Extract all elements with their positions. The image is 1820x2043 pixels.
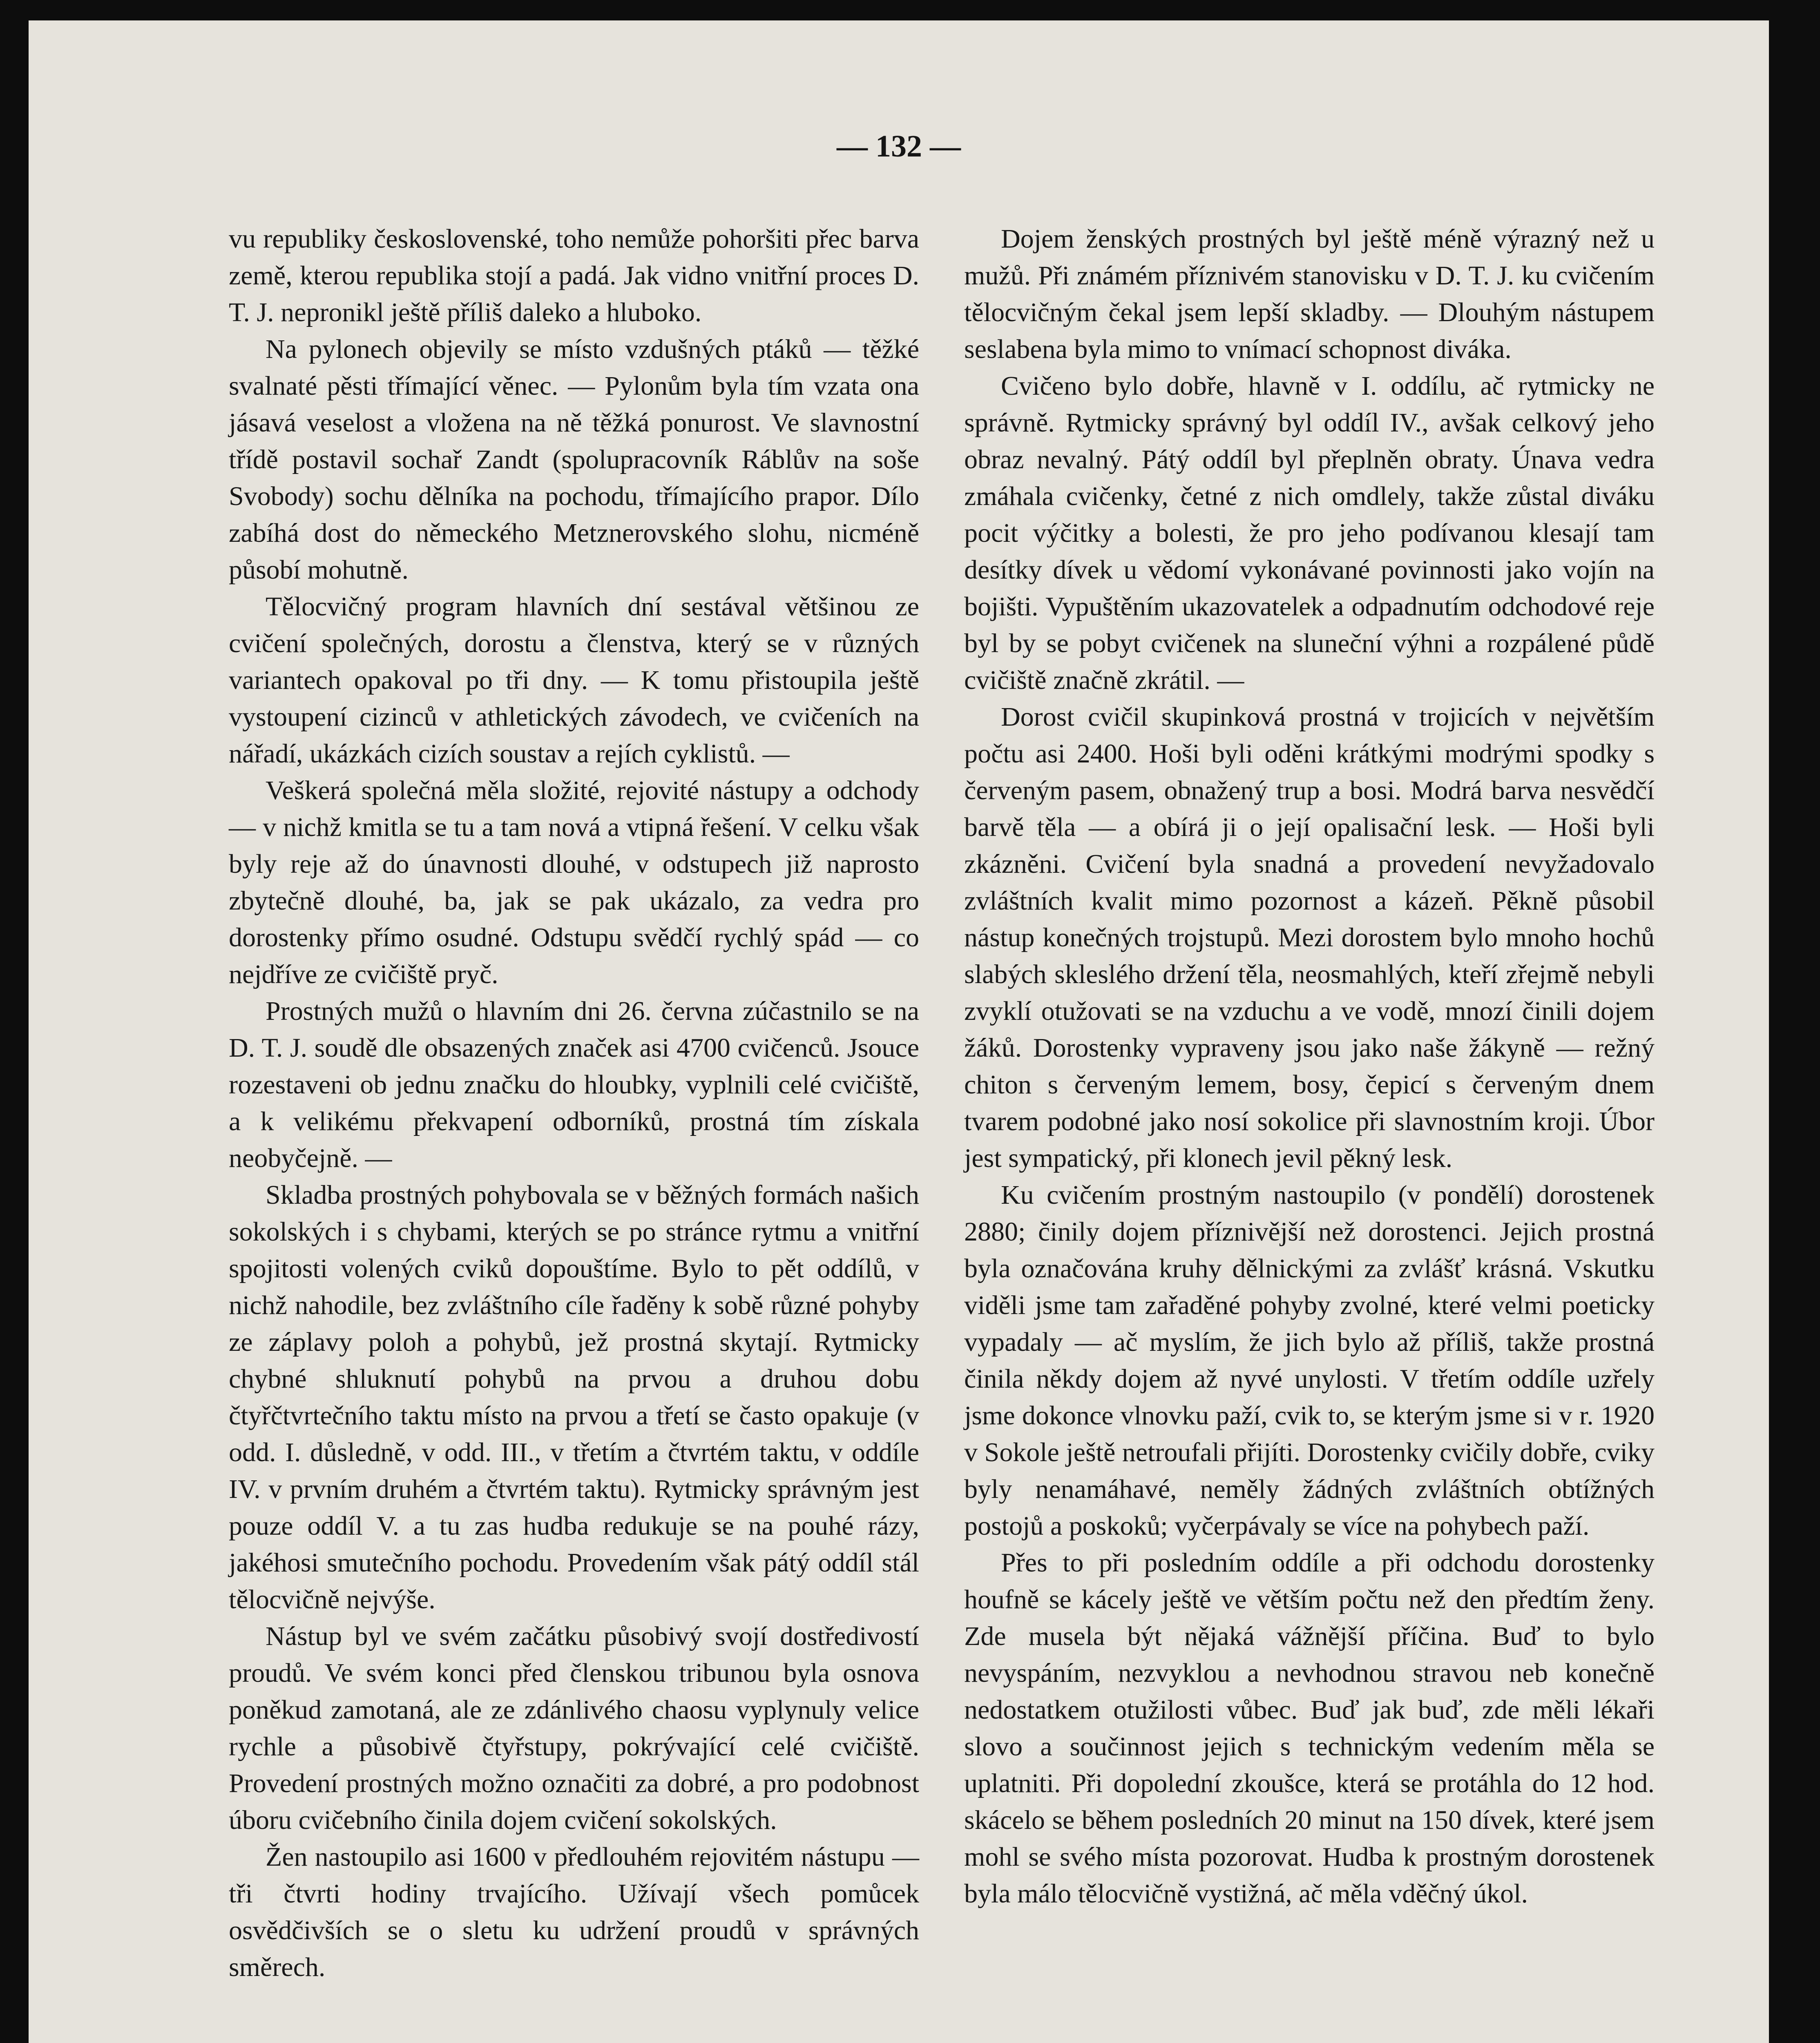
paragraph: Cvičeno bylo dobře, hlavně v I. oddílu, ač rytmicky ne správně. Rytmicky správný byl oddíl IV., avšak celkový jeho obraz nevalný. Pátý oddíl byl přeplněn obraty. Únava vedra zmáhala cvičenky, četné z nich omdlely, takže zůstal diváku pocit výčitky a bolesti, že pro jeho podívanou klesají tam desítky dívek u vědomí vykonávané povinnosti jako vojín na bojišti. Vypuštěním ukazovatelek a odpadnutím odchodové reje byl by se pobyt cvičenek na sluneční výhni a rozpálené půdě cvičiště značně zkrátil. — [964,371,1655,695]
paragraph: Skladba prostných pohybovala se v běžných formách našich sokolských i s chybami, kterých se po stránce rytmu a vnitřní spojitosti volených cviků dopouštíme. Bylo to pět oddílů, v nichž nahodile, bez zvláštního cíle řaděny k sobě různé pohyby ze záplavy poloh a pohybů, jež prostná skytají. Rytmicky chybné shluknutí pohybů na prvou a druhou dobu čtyřčtvrtečního taktu místo na prvou a třetí se často opakuje (v odd. I. důsledně, v odd. III., v třetím a čtvrtém taktu, v oddíle IV. v prvním druhém a čtvrtém taktu). Rytmicky správným jest pouze oddíl V. a tu zas hudba redukuje se na pouhé rázy, jakéhosi smutečního pochodu. Provedením však pátý oddíl stál tělocvičně nejvýše. [229,1180,919,1614]
paragraph: Přes to při posledním oddíle a při odchodu dorostenky houfně se kácely ještě ve větším počtu než den předtím ženy. Zde musela být nějaká vážnější příčina. Buď to bylo nevyspáním, nezvyklou a nevhodnou stravou neb konečně nedostatkem otužilosti vůbec. Buď jak buď, zde měli lékaři slovo a součinnost jejich s technickým vedením měla se uplatniti. Při dopolední zkoušce, která se protáhla do 12 hod. skácelo se během posledních 20 minut na 150 dívek, které jsem mohl se svého místa pozorovat. Hudba k prostným dorostenek byla málo tělocvičně vystižná, ač měla vděčný úkol. [964,1548,1655,1909]
paragraph: Dojem ženských prostných byl ještě méně výrazný než u mužů. Při známém příznivém stanovisku v D. T. J. ku cvičením tělocvičným čekal jsem lepší skladby. — Dlouhým nástupem seslabena byla mimo to vnímací schopnost diváka. [964,224,1655,364]
paragraph: Veškerá společná měla složité, rejovité nástupy a odchody — v nichž kmitla se tu a tam nová a vtipná řešení. V celku však byly reje až do únavnosti dlouhé, v odstupech již naprosto zbytečně dlouhé, ba, jak se pak ukázalo, za vedra pro dorostenky přímo osudné. Odstupu svědčí rychlý spád — co nejdříve ze cvičiště pryč. [229,776,919,989]
page [29,20,1769,2043]
paragraph: Dorost cvičil skupinková prostná v trojicích v největším počtu asi 2400. Hoši byli oděni krátkými modrými spodky s červeným pasem, obnažený trup a bosi. Modrá barva nesvědčí barvě těla — a obírá ji o její opalisační lesk. — Hoši byli zkázněni. Cvičení byla snadná a provedení nevyžadovalo zvláštních kvalit mimo pozornost a kázeň. Pěkně působil nástup konečných trojstupů. Mezi dorostem bylo mnoho hochů slabých skleslého držení těla, neosmahlých, kteří zřejmě nebyli zvyklí otužovati se na vzduchu a ve vodě, mnozí činili dojem žáků. Dorostenky vypraveny jsou jako naše žákyně — režný chiton s červeným lemem, bosy, čepicí s červeným dnem tvarem podobné jako nosí sokolice při slavnostním kroji. Úbor jest sympatický, při klonech jevil pěkný lesk. [964,702,1655,1173]
paragraph: Tělocvičný program hlavních dní sestával většinou ze cvičení společných, dorostu a členstva, který se v různých variantech opakoval po tři dny. — K tomu přistoupila ještě vystoupení cizinců v athletických závodech, ve cvičeních na nářadí, ukázkách cizích soustav a rejích cyklistů. — [229,592,919,769]
page-number: — 132 — [837,129,961,163]
paragraph: vu republiky československé, toho nemůže pohoršiti přec barva země, kterou republika stojí a padá. Jak vidno vnitřní proces D. T. J. nepronikl ještě příliš daleko a hluboko. [229,224,919,327]
paragraph: Nástup byl ve svém začátku působivý svojí dostředivostí proudů. Ve svém konci před členskou tribunou byla osnova poněkud zamotaná, ale ze zdánlivého chaosu vyplynuly velice rychle a působivě čtyřstupy, pokrývající celé cvičiště. Provedení prostných možno označiti za dobré, a pro podobnost úboru cvičebního činila dojem cvičení sokolských. [229,1621,919,1835]
paragraph: Prostných mužů o hlavním dni 26. června zúčastnilo se na D. T. J. soudě dle obsazených značek asi 4700 cvičenců. Jsouce rozestaveni ob jednu značku do hloubky, vyplnili celé cvičiště, a k velikému překvapení odborníků, prostná tím získala neobyčejně. — [229,996,919,1173]
right-column [964,221,1655,1912]
paragraph: Žen nastoupilo asi 1600 v předlouhém rejovitém nástupu — tři čtvrti hodiny trvajícího. Užívají všech pomůcek osvědčivších se o sletu ku udržení proudů v správných směrech. [229,1842,919,1982]
left-column [229,221,919,1986]
paragraph: Na pylonech objevily se místo vzdušných ptáků — těžké svalnaté pěsti třímající věnec. — Pylonům byla tím vzata ona jásavá veselost a vložena na ně těžká ponurost. Ve slavnostní třídě postavil sochař Zandt (spolupracovník Ráblův na soše Svobody) sochu dělníka na pochodu, třímajícího prapor. Dílo zabíhá dost do německého Metznerovského slohu, nicméně působí mohutně. [229,334,919,585]
paragraph: Ku cvičením prostným nastoupilo (v pondělí) dorostenek 2880; činily dojem příznivější než dorostenci. Jejich prostná byla označována kruhy dělnickými za zvlášť krásná. Vskutku viděli jsme tam zařaděné pohyby zvolné, které velmi poeticky vypadaly — ač myslím, že jich bylo až příliš, takže prostná činila někdy dojem až nyvé unylosti. V třetím oddíle uzřely jsme dokonce vlnovku paží, cvik to, se kterým jsme si v r. 1920 v Sokole ještě netroufali přijíti. Dorostenky cvičily dobře, cviky byly nenamáhavé, neměly žádných zvláštních obtížných postojů a poskoků; vyčerpávaly se více na pohybech paží. [964,1180,1655,1541]
